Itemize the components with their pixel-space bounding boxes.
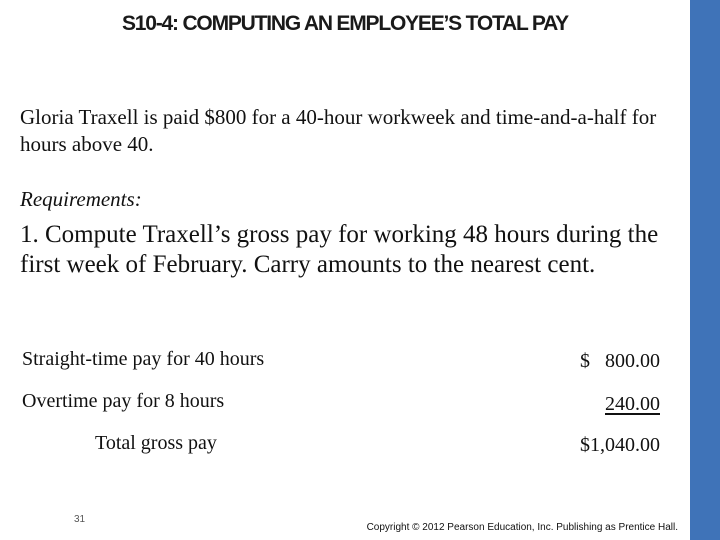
total-gross-value: $1,040.00: [580, 434, 660, 456]
side-accent-bar: [690, 0, 720, 540]
page-number: 31: [74, 514, 86, 525]
total-gross-label: Total gross pay: [95, 432, 217, 454]
straight-time-label: Straight-time pay for 40 hours: [22, 348, 265, 370]
slide-title: S10-4: COMPUTING AN EMPLOYEE’S TOTAL PAY: [122, 12, 568, 35]
copyright-notice: Copyright © 2012 Pearson Education, Inc. Publishing as Prentice Hall.: [366, 522, 678, 533]
overtime-value: 240.00: [605, 393, 660, 415]
requirements-label: Requirements:: [20, 187, 142, 211]
requirement-1: 1. Compute Traxell’s gross pay for working 48 hours during the first week of February. Carry amounts to the nearest cent.: [20, 221, 659, 278]
straight-time-value: $ 800.00: [580, 350, 660, 372]
problem-statement: Gloria Traxell is paid $800 for a 40-hour workweek and time-and-a-half for hours above 40.: [20, 105, 657, 156]
overtime-label: Overtime pay for 8 hours: [22, 390, 225, 412]
